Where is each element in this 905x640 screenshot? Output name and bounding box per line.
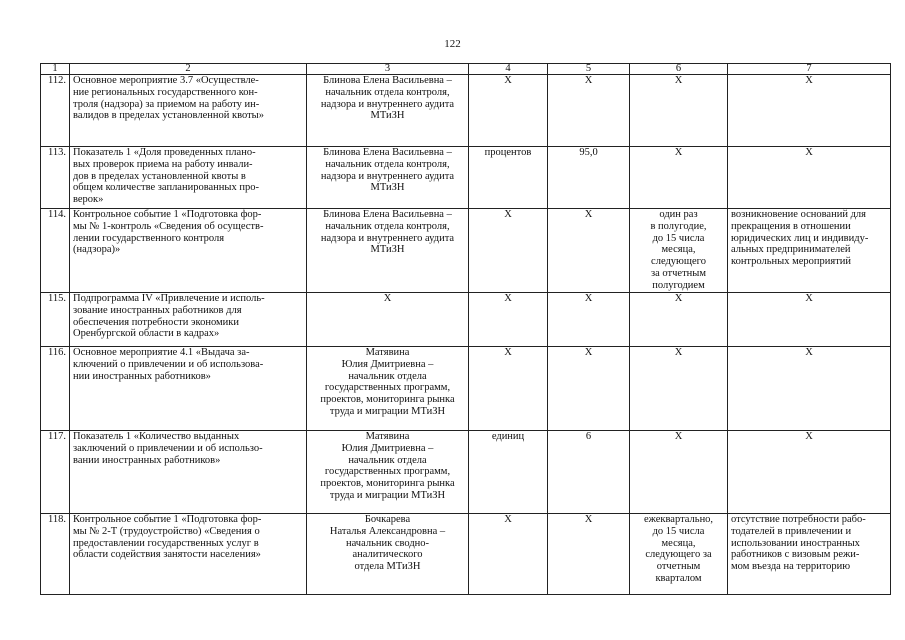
- row-responsible: Блинова Елена Васильевна – начальник отдела контроля, надзора и внутреннего аудита МТиЗН: [307, 147, 469, 209]
- table-row: [41, 347, 891, 431]
- row-unit: X: [469, 293, 548, 347]
- row-name: Основное мероприятие 3.7 «Осуществле- ние региональных государственного кон- троля (надзора) за приемом на работу ин- валидов в пределах установленной квоты»: [70, 75, 307, 147]
- row-value: X: [548, 75, 630, 147]
- column-number: 3: [307, 64, 469, 75]
- row-name: Показатель 1 «Количество выданных заключений о привлечении и об использо- вании иностранных работников»: [70, 431, 307, 514]
- page-number: 122: [444, 38, 461, 50]
- row-value: X: [548, 514, 630, 595]
- row-risk: X: [728, 431, 891, 514]
- row-number: 118.: [41, 514, 70, 595]
- column-number: 2: [70, 64, 307, 75]
- row-risk: возникновение оснований для прекращения в отношении юридических лиц и индивиду- альных предпринимателей контрольных мероприятий: [728, 209, 891, 293]
- column-numbers-row: [41, 64, 891, 75]
- row-name: Подпрограмма IV «Привлечение и исполь- зование иностранных работников для обеспечения потребности экономики Оренбургской области в кадрах»: [70, 293, 307, 347]
- row-term: X: [630, 347, 728, 431]
- row-unit: X: [469, 209, 548, 293]
- row-responsible: Матявина Юлия Дмитриевна – начальник отдела государственных программ, проектов, мониторинга рынка труда и миграции МТиЗН: [307, 347, 469, 431]
- table-row: [41, 431, 891, 514]
- row-number: 114.: [41, 209, 70, 293]
- table-row: [41, 147, 891, 209]
- row-risk: X: [728, 75, 891, 147]
- row-name: Основное мероприятие 4.1 «Выдача за- ключений о привлечении и об использова- нии иностранных работников»: [70, 347, 307, 431]
- row-responsible: Бочкарева Наталья Александровна – начальник сводно- аналитического отдела МТиЗН: [307, 514, 469, 595]
- row-unit: единиц: [469, 431, 548, 514]
- row-term: X: [630, 431, 728, 514]
- row-term: ежеквартально, до 15 числа месяца, следующего за отчетным кварталом: [630, 514, 728, 595]
- row-term: X: [630, 75, 728, 147]
- plan-table: [40, 63, 891, 595]
- row-responsible: Матявина Юлия Дмитриевна – начальник отдела государственных программ, проектов, мониторинга рынка труда и миграции МТиЗН: [307, 431, 469, 514]
- column-number: 5: [548, 64, 630, 75]
- row-unit: X: [469, 75, 548, 147]
- row-number: 113.: [41, 147, 70, 209]
- row-number: 115.: [41, 293, 70, 347]
- table-row: [41, 209, 891, 293]
- column-number: 4: [469, 64, 548, 75]
- row-term: один раз в полугодие, до 15 числа месяца, следующего за отчетным полугодием: [630, 209, 728, 293]
- row-name: Показатель 1 «Доля проведенных плано- вых проверок приема на работу инвали- дов в пределах установленной квоты в общем количестве запланированных про- верок»: [70, 147, 307, 209]
- row-risk: X: [728, 147, 891, 209]
- row-value: X: [548, 209, 630, 293]
- row-unit: X: [469, 514, 548, 595]
- table-row: [41, 75, 891, 147]
- row-unit: процентов: [469, 147, 548, 209]
- table-row: [41, 514, 891, 595]
- row-name: Контрольное событие 1 «Подготовка фор- мы № 1-контроль «Сведения об осуществ- лении государственного контроля (надзора)»: [70, 209, 307, 293]
- row-risk: X: [728, 347, 891, 431]
- row-value: 95,0: [548, 147, 630, 209]
- column-number: 7: [728, 64, 891, 75]
- row-responsible: Блинова Елена Васильевна – начальник отдела контроля, надзора и внутреннего аудита МТиЗН: [307, 209, 469, 293]
- row-name: Контрольное событие 1 «Подготовка фор- мы № 2-Т (трудоустройство) «Сведения о предоставлении государственных услуг в области содействия занятости населения»: [70, 514, 307, 595]
- row-term: X: [630, 147, 728, 209]
- column-number: 1: [41, 64, 70, 75]
- column-number: 6: [630, 64, 728, 75]
- row-responsible: X: [307, 293, 469, 347]
- row-risk: отсутствие потребности рабо- тодателей в привлечении и использовании иностранных работников с визовым режи- мом въезда на территорию: [728, 514, 891, 595]
- row-responsible: Блинова Елена Васильевна – начальник отдела контроля, надзора и внутреннего аудита МТиЗН: [307, 75, 469, 147]
- table-row: [41, 293, 891, 347]
- row-number: 116.: [41, 347, 70, 431]
- row-value: 6: [548, 431, 630, 514]
- row-number: 117.: [41, 431, 70, 514]
- row-term: X: [630, 293, 728, 347]
- row-value: X: [548, 347, 630, 431]
- row-number: 112.: [41, 75, 70, 147]
- row-value: X: [548, 293, 630, 347]
- row-unit: X: [469, 347, 548, 431]
- row-risk: X: [728, 293, 891, 347]
